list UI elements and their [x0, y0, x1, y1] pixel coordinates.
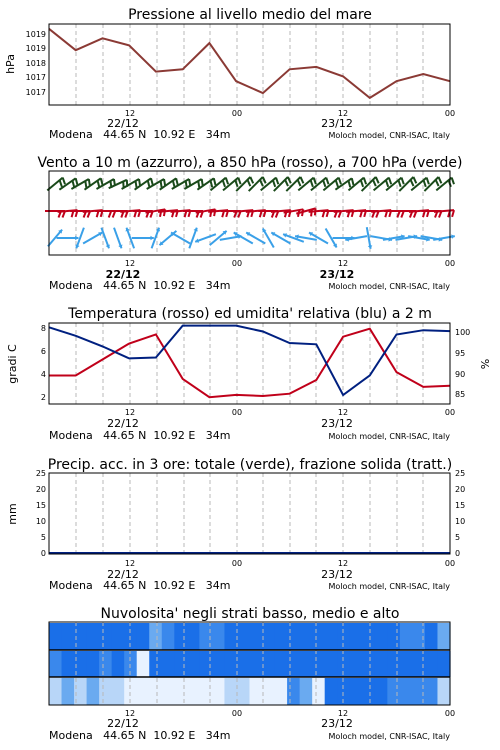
cloud-high-cell	[62, 678, 75, 705]
wind-10m-arrow	[433, 234, 455, 240]
precip-date-label: 23/12	[321, 568, 353, 581]
precip-xtick: 12	[124, 559, 136, 568]
cloud-high-cell	[375, 678, 388, 705]
source-label: Moloch model, CNR-ISAC, Italy	[328, 131, 450, 140]
cloud-high-cell	[300, 678, 313, 705]
wind-10m-arrow	[132, 236, 154, 241]
cloud-low-cell	[224, 623, 237, 650]
humidity-ytick: 95	[455, 349, 466, 358]
cloud-high-cell	[199, 678, 212, 705]
temp-humidity-series	[49, 326, 450, 398]
temp-ytick: 4	[40, 370, 46, 379]
wind-700hpa-arrow-barb	[311, 180, 313, 187]
wind-700hpa-arrow-barb	[260, 180, 263, 186]
cloud-mid-cell	[425, 651, 438, 677]
precip-ytick: 25	[455, 469, 466, 478]
cloud-high-cell	[87, 678, 100, 705]
wind-10m-arrow-head	[75, 236, 78, 241]
source-label: Moloch model, CNR-ISAC, Italy	[328, 282, 450, 291]
precip-yticks-right	[455, 469, 465, 558]
wind-10m-arrow-head	[151, 236, 154, 241]
precip-ytick: 20	[455, 485, 466, 494]
precip-ytick: 0	[455, 549, 461, 558]
wind-10m-arrow	[83, 232, 102, 243]
cloud-mid-cell	[287, 651, 300, 677]
precip-yticks-left	[36, 469, 46, 558]
pressure-ytick: 1019	[25, 44, 46, 53]
cloud-high-cell	[49, 678, 62, 705]
wind-10m-arrow-shaft	[171, 233, 190, 244]
pressure-ytick: 1017	[25, 88, 46, 97]
wind-10m-arrow-shaft	[114, 228, 122, 249]
cloud-high-cell	[99, 678, 112, 705]
cloud-mid-cell	[237, 651, 250, 677]
cloud-low-cell	[87, 623, 100, 650]
pressure-date-label: 23/12	[321, 117, 353, 130]
location-label: Modena 44.65 N 10.92 E 34m	[49, 729, 231, 742]
cloud-high-cell	[237, 678, 250, 705]
cloud-high-cell	[250, 678, 263, 705]
cloud-low-cell	[425, 623, 438, 650]
wind-xtick: 00	[444, 259, 456, 268]
wind-700hpa-arrow-barb	[288, 177, 291, 183]
wind-xtick: 12	[337, 259, 349, 268]
cloud-high-cell	[162, 678, 175, 705]
cloud-high-cell	[124, 678, 137, 705]
wind-10m-arrow	[210, 231, 227, 245]
pressure-ytick: 1019	[25, 30, 46, 39]
cloud-low-cell	[49, 623, 62, 650]
cloud-high-cell	[337, 678, 350, 705]
cloud-high-cell	[212, 678, 225, 705]
cloud-mid-cell	[337, 651, 350, 677]
cloud-low-cell	[199, 623, 212, 650]
wind-10m-arrow	[171, 232, 190, 243]
wind-700hpa-arrow-barb	[63, 178, 65, 185]
cloud-mid-cell	[400, 651, 413, 677]
wind-700hpa-arrow-barb	[386, 180, 388, 187]
cloud-title: Nuvolosita' negli strati basso, medio e alto	[100, 606, 400, 622]
pressure-title: Pressione al livello medio del mare	[128, 7, 372, 23]
cloud-low-cell	[137, 623, 150, 650]
pressure-xtick: 12	[124, 109, 136, 118]
cloud-low-cell	[350, 623, 363, 650]
precip-title: Precip. acc. in 3 ore: totale (verde), frazione solida (tratt.)	[47, 457, 453, 473]
cloud-high-cell	[112, 678, 125, 705]
cloud-mid-cell	[212, 651, 225, 677]
wind-700hpa-arrow-barb	[323, 180, 325, 187]
cloud-low-cell	[262, 623, 275, 650]
temp-yticks	[41, 324, 46, 402]
cloud-mid-cell	[312, 651, 325, 677]
cloud-mid-cell	[162, 651, 175, 677]
cloud-mid-cell	[350, 651, 363, 677]
cloud-high-cell	[350, 678, 363, 705]
pressure-ylabel: hPa	[4, 54, 17, 74]
cloud-high-cell	[325, 678, 338, 705]
wind-700hpa-arrow-barb	[173, 181, 175, 188]
cloud-low-cell	[325, 623, 338, 650]
cloud-mid-cell	[262, 651, 275, 677]
pressure-panel	[4, 7, 455, 141]
cloud-high-cell	[400, 678, 413, 705]
cloud-low-cell	[162, 623, 175, 650]
wind-700hpa-arrow-barb	[298, 180, 301, 186]
wind-700hpa-arrow-barb	[413, 177, 416, 183]
precip-panel	[6, 457, 465, 592]
precip-vgrid	[76, 473, 423, 554]
pressure-xtick: 12	[337, 109, 349, 118]
wind-850hpa-arrow-barb	[311, 209, 312, 216]
precip-ytick: 10	[35, 517, 46, 526]
pressure-xtick: 00	[231, 109, 243, 118]
cloud-high-cell	[287, 678, 300, 705]
cloud-date-label: 22/12	[107, 717, 139, 730]
wind-xtick: 12	[124, 259, 136, 268]
cloud-xtick: 12	[124, 709, 136, 718]
wind-700hpa-arrow-barb	[336, 180, 338, 187]
location-label: Modena 44.65 N 10.92 E 34m	[49, 128, 231, 141]
cloud-mid-cell	[99, 651, 112, 677]
cloud-high-cell	[149, 678, 162, 705]
temp-humidity-title: Temperatura (rosso) ed umidita' relativa (blu) a 2 m	[68, 306, 432, 322]
wind-700hpa-arrow-barb	[211, 181, 213, 188]
wind-10m-arrow	[114, 228, 123, 249]
temp-ytick: 6	[40, 347, 46, 356]
pressure-yticks	[26, 30, 46, 97]
cloud-low-cell	[237, 623, 250, 650]
pressure-ytick: 1017	[25, 73, 46, 82]
humidity-yticks	[455, 328, 470, 399]
precip-ytick: 25	[35, 469, 46, 478]
cloud-mid-cell	[149, 651, 162, 677]
cloud-low-cell	[99, 623, 112, 650]
cloud-low-cell	[250, 623, 263, 650]
cloud-panel	[49, 606, 455, 742]
location-label: Modena 44.65 N 10.92 E 34m	[49, 279, 231, 292]
wind-700hpa-arrow-barb	[424, 180, 426, 187]
wind-arrows	[45, 177, 455, 249]
wind-700hpa-arrow-barb	[98, 181, 100, 188]
source-label: Moloch model, CNR-ISAC, Italy	[328, 582, 450, 591]
wind-10m-arrow-shaft	[189, 228, 197, 249]
wind-700hpa-arrow-barb	[364, 178, 366, 185]
cloud-mid-cell	[124, 651, 137, 677]
wind-700hpa-arrow-barb	[176, 178, 178, 185]
precip-ytick: 5	[455, 533, 461, 542]
pressure-date-label: 22/12	[107, 117, 139, 130]
wind-700hpa-arrow-barb	[101, 178, 103, 185]
cloud-low-cell	[275, 623, 288, 650]
wind-700hpa-arrow-barb	[352, 178, 354, 185]
cloud-low-cell	[387, 623, 400, 650]
cloud-mid-cell	[199, 651, 212, 677]
wind-700hpa-arrow-barb	[439, 177, 442, 183]
wind-700hpa-arrow-barb	[148, 181, 150, 188]
wind-700hpa-arrow-barb	[248, 180, 251, 186]
cloud-mid-cell	[275, 651, 288, 677]
wind-700hpa-arrow-barb	[376, 177, 379, 183]
cloud-xtick: 12	[337, 709, 349, 718]
cloud-mid-cell	[224, 651, 237, 677]
source-label: Moloch model, CNR-ISAC, Italy	[328, 732, 450, 741]
wind-700hpa-arrow-barb	[326, 178, 328, 185]
wind-700hpa-arrow-barb	[238, 178, 240, 185]
cloud-date-label: 23/12	[321, 717, 353, 730]
cloud-low-cell	[437, 623, 450, 650]
wind-700hpa-arrow-barb	[223, 180, 225, 187]
cloud-low-cell	[362, 623, 375, 650]
wind-700hpa-arrow-barb	[276, 178, 278, 185]
precip-xtick: 12	[337, 559, 349, 568]
cloud-low-cell	[412, 623, 425, 650]
wind-700hpa-arrow-barb	[214, 178, 216, 185]
wind-700hpa-arrow-barb	[373, 180, 376, 186]
pressure-vgrid	[76, 24, 423, 105]
cloud-low-cell	[400, 623, 413, 650]
location-label: Modena 44.65 N 10.92 E 34m	[49, 429, 231, 442]
source-label: Moloch model, CNR-ISAC, Italy	[328, 432, 450, 441]
wind-700hpa-arrow-barb	[349, 181, 351, 188]
cloud-mid-cell	[387, 651, 400, 677]
cloud-low-cell	[300, 623, 313, 650]
wind-700hpa-arrow-barb	[85, 181, 86, 188]
wind-700hpa-arrow-barb	[436, 180, 439, 186]
precip-xtick: 00	[444, 559, 456, 568]
pressure-ytick: 1018	[25, 59, 46, 68]
wind-title: Vento a 10 m (azzurro), a 850 hPa (rosso), a 700 hPa (verde)	[37, 155, 463, 171]
cloud-high-cell	[137, 678, 150, 705]
wind-700hpa-arrow-barb	[273, 180, 275, 187]
wind-700hpa-arrow-barb	[301, 177, 304, 183]
pressure-frame	[49, 24, 450, 105]
cloud-high-cell	[187, 678, 200, 705]
cloud-low-cell	[312, 623, 325, 650]
cloud-xtick: 00	[231, 709, 243, 718]
wind-10m-arrow-shaft	[220, 236, 242, 240]
cloud-low-cell	[287, 623, 300, 650]
temp-xtick: 00	[231, 408, 243, 417]
wind-700hpa-arrow-barb	[136, 181, 137, 188]
cloud-mid-cell	[49, 651, 62, 677]
wind-700hpa-arrow-barb	[361, 180, 363, 187]
cloud-mid-cell	[87, 651, 100, 677]
cloud-mid-cell	[174, 651, 187, 677]
temp-ytick: 8	[40, 324, 46, 333]
wind-10m-arrow	[309, 232, 328, 243]
wind-date-label: 23/12	[319, 268, 355, 281]
precip-ytick: 15	[455, 501, 466, 510]
temp-xtick: 00	[444, 408, 456, 417]
wind-10m-arrow	[263, 229, 274, 248]
cloud-high-cell	[174, 678, 187, 705]
temp-ytick: 2	[40, 393, 46, 402]
cloud-high-cell	[262, 678, 275, 705]
pressure-series	[49, 29, 450, 98]
precip-date-label: 22/12	[107, 568, 139, 581]
precip-ylabel: mm	[6, 503, 19, 525]
temp-humidity-frame	[49, 323, 450, 404]
cloud-low-cell	[112, 623, 125, 650]
wind-xtick: 00	[231, 259, 243, 268]
wind-700hpa-arrow-barb	[263, 177, 266, 183]
wind-700hpa-arrow-barb	[285, 180, 288, 186]
cloud-low-cell	[337, 623, 350, 650]
wind-700hpa-arrow-barb	[389, 178, 391, 185]
cloud-low-cell	[174, 623, 187, 650]
cloud-mid-cell	[437, 651, 450, 677]
temp-xtick: 12	[124, 408, 136, 417]
cloud-mid-cell	[112, 651, 125, 677]
cloud-mid-cell	[300, 651, 313, 677]
humidity-ytick: 90	[455, 370, 466, 379]
temp-humidity-panel	[6, 306, 492, 442]
cloud-high-cell	[275, 678, 288, 705]
cloud-mid-cell	[375, 651, 388, 677]
cloud-mid-cell	[412, 651, 425, 677]
precip-ytick: 20	[35, 485, 46, 494]
wind-700hpa-arrow-barb	[226, 178, 228, 185]
cloud-low-cell	[124, 623, 137, 650]
cloud-mid-cell	[137, 651, 150, 677]
precip-ytick: 5	[40, 533, 46, 542]
wind-700hpa-arrow-barb	[411, 180, 414, 186]
cloud-low-cell	[212, 623, 225, 650]
wind-10m-arrow	[271, 232, 290, 243]
pressure-line	[49, 29, 450, 98]
cloud-high-cell	[387, 678, 400, 705]
wind-700hpa-arrow-barb	[151, 178, 153, 185]
precip-xtick: 00	[231, 559, 243, 568]
wind-panel	[37, 155, 462, 292]
cloud-high-cell	[412, 678, 425, 705]
cloud-mid-cell	[250, 651, 263, 677]
cloud-mid-cell	[325, 651, 338, 677]
humidity-ylabel: %	[479, 358, 492, 370]
wind-700hpa-arrow-barb	[452, 178, 454, 185]
cloud-high-cell	[224, 678, 237, 705]
wind-700hpa-arrow-barb	[427, 178, 429, 185]
pressure-xtick: 00	[444, 109, 456, 118]
cloud-low-cell	[149, 623, 162, 650]
humidity-ytick: 100	[455, 328, 471, 337]
precip-frame	[49, 473, 450, 554]
cloud-mid-cell	[62, 651, 75, 677]
wind-700hpa-arrow-barb	[73, 181, 75, 188]
wind-date-label: 22/12	[105, 268, 141, 281]
cloud-cells	[49, 623, 451, 705]
temperature-line	[49, 329, 450, 398]
temp-date-label: 23/12	[321, 417, 353, 430]
wind-700hpa-arrow-barb	[198, 181, 199, 188]
precip-ytick: 10	[455, 517, 466, 526]
precip-ytick: 0	[40, 549, 46, 558]
humidity-ytick: 85	[455, 390, 466, 399]
cloud-high-cell	[362, 678, 375, 705]
wind-10m-arrow	[57, 236, 79, 241]
cloud-high-cell	[425, 678, 438, 705]
cloud-xtick: 00	[444, 709, 456, 718]
cloud-high-cell	[437, 678, 450, 705]
precip-ytick: 15	[35, 501, 46, 510]
wind-700hpa-arrow-barb	[339, 178, 341, 185]
cloud-low-cell	[187, 623, 200, 650]
wind-700hpa-arrow-barb	[161, 181, 162, 188]
temp-ylabel: gradi C	[6, 344, 19, 384]
cloud-mid-cell	[187, 651, 200, 677]
temp-vgrid	[76, 323, 423, 404]
location-label: Modena 44.65 N 10.92 E 34m	[49, 579, 231, 592]
wind-700hpa-arrow-barb	[60, 180, 62, 187]
temp-date-label: 22/12	[107, 417, 139, 430]
wind-700hpa-arrow-barb	[250, 177, 253, 183]
wind-700hpa-arrow-barb	[402, 178, 404, 185]
cloud-mid-cell	[362, 651, 375, 677]
wind-10m-arrow	[189, 228, 198, 249]
wind-700hpa-arrow-barb	[398, 180, 400, 187]
cloud-low-cell	[375, 623, 388, 650]
cloud-high-cell	[312, 678, 325, 705]
wind-700hpa-arrow-barb	[76, 178, 78, 185]
cloud-low-cell	[62, 623, 75, 650]
wind-10m-arrow	[345, 236, 367, 242]
temp-xtick: 12	[337, 408, 349, 417]
